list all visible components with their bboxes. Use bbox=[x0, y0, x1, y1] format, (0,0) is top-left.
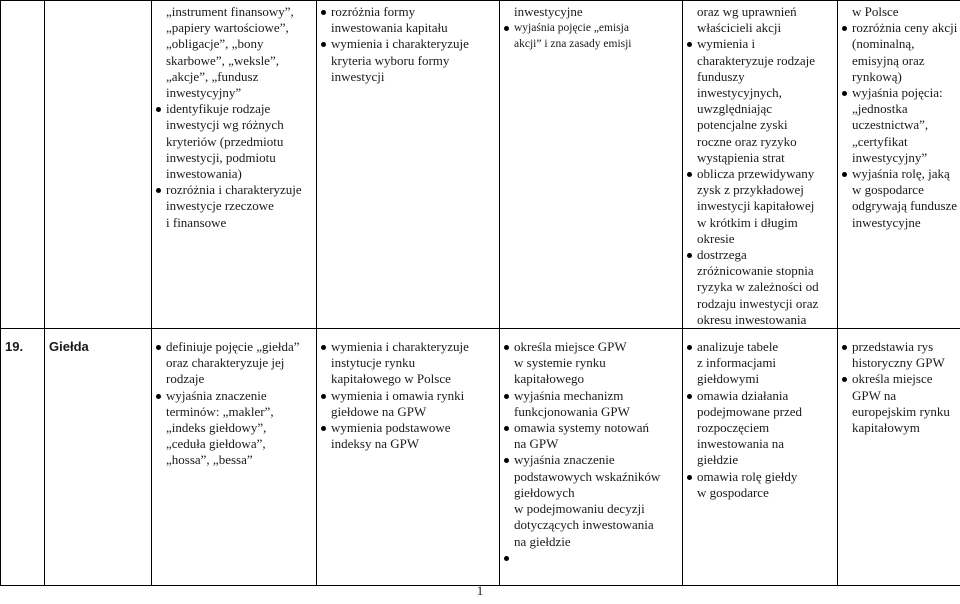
requirement-line: identyfikuje rodzaje bbox=[156, 101, 312, 117]
requirements-cell bbox=[838, 329, 960, 586]
requirement-line: skarbowe”, „weksle”, bbox=[166, 52, 279, 68]
requirement-line: wyjaśnia znaczenie bbox=[504, 452, 678, 468]
requirement-line: wystąpienia strat bbox=[697, 149, 785, 165]
requirements-cell bbox=[152, 1, 317, 329]
requirement-line: „akcje”, „fundusz bbox=[166, 68, 259, 84]
requirement-line: inwestowania na bbox=[697, 436, 785, 452]
requirement-line: odgrywają fundusze bbox=[852, 198, 958, 214]
requirement-line: wyjaśnia pojęcie „emisja bbox=[504, 20, 678, 36]
requirements-cell bbox=[317, 1, 500, 329]
requirement-line: oraz wg uprawnień bbox=[697, 4, 797, 19]
requirement-line: inwestycyjnych, bbox=[697, 85, 782, 101]
requirement-line: oraz charakteryzuje jej bbox=[166, 355, 285, 371]
requirement-line: omawia systemy notowań bbox=[504, 420, 678, 436]
requirement-line: wyjaśnia znaczenie bbox=[156, 388, 312, 404]
requirement-line: w podejmowaniu decyzji bbox=[514, 501, 645, 517]
requirements-cell bbox=[152, 329, 317, 586]
requirement-line: inwestycji, podmiotu bbox=[166, 149, 276, 165]
topic-cell bbox=[45, 1, 152, 329]
requirement-line: potencjalne zyski bbox=[697, 117, 788, 133]
requirement-line: okresie bbox=[697, 230, 735, 246]
row-number: 19. bbox=[5, 339, 24, 355]
requirement-line: funkcjonowania GPW bbox=[514, 403, 630, 419]
requirement-line: inwestycji wg różnych bbox=[166, 117, 284, 133]
requirement-line: kapitałowym bbox=[852, 420, 920, 436]
requirement-line: rynkową) bbox=[852, 68, 902, 84]
requirement-line: na giełdzie bbox=[514, 533, 571, 549]
requirement-list bbox=[842, 4, 960, 231]
requirement-line: „obligacje”, „bony bbox=[166, 36, 264, 52]
requirement-line: ryzyka w zależności od bbox=[697, 279, 819, 295]
requirements-cell bbox=[500, 329, 683, 586]
requirement-line: w Polsce bbox=[852, 4, 899, 19]
requirement-line: „papiery wartościowe”, bbox=[166, 20, 289, 36]
requirement-line: oblicza przewidywany bbox=[687, 166, 833, 182]
requirement-line: inwestowania) bbox=[166, 166, 242, 182]
requirement-line: w gospodarce bbox=[852, 182, 924, 198]
requirement-line: rozróżnia formy bbox=[321, 4, 495, 20]
requirement-line: w systemie rynku bbox=[514, 355, 606, 371]
requirement-line: inwestycyjne bbox=[514, 4, 583, 19]
requirement-list bbox=[842, 339, 960, 436]
requirement-line: wymienia i charakteryzuje bbox=[321, 36, 495, 52]
requirement-line: rozróżnia i charakteryzuje bbox=[156, 182, 312, 198]
requirement-line: wymienia podstawowe bbox=[321, 420, 495, 436]
requirement-line: GPW na bbox=[852, 387, 897, 403]
requirement-line: rodzaje bbox=[166, 371, 205, 387]
requirement-line: wymienia i bbox=[687, 36, 833, 52]
requirement-line: wyjaśnia mechanizm bbox=[504, 388, 678, 404]
row-number-cell bbox=[1, 329, 45, 586]
requirement-line: giełdowych bbox=[514, 484, 575, 500]
requirements-cell bbox=[317, 329, 500, 586]
requirement-list bbox=[504, 339, 678, 566]
requirement-line: przedstawia rys bbox=[842, 339, 960, 355]
requirement-list bbox=[321, 4, 495, 85]
requirement-line: emisyjną oraz bbox=[852, 52, 925, 68]
requirement-line: giełdowe na GPW bbox=[331, 403, 427, 419]
page-number: 1 bbox=[476, 583, 484, 598]
requirement-line: „indeks giełdowy”, bbox=[166, 420, 267, 436]
requirement-line: inwestowania kapitału bbox=[331, 20, 448, 36]
requirement-line: giełdowymi bbox=[697, 371, 760, 387]
requirement-line: giełdzie bbox=[697, 452, 739, 468]
requirement-line: inwestycji bbox=[331, 68, 385, 84]
requirement-line: omawia rolę giełdy bbox=[687, 469, 833, 485]
requirement-line: na GPW bbox=[514, 436, 559, 452]
requirement-line: w gospodarce bbox=[697, 484, 769, 500]
row-number-cell bbox=[1, 1, 45, 329]
table-row bbox=[1, 329, 960, 586]
requirement-line: rodzaju inwestycji oraz bbox=[697, 295, 819, 311]
requirements-cell bbox=[683, 1, 838, 329]
requirement-line: „certyfikat bbox=[852, 133, 908, 149]
requirement-line: „ceduła giełdowa”, bbox=[166, 436, 266, 452]
requirement-line: terminów: „makler”, bbox=[166, 403, 274, 419]
requirement-list bbox=[687, 4, 833, 328]
topic-label: Giełda bbox=[49, 339, 89, 355]
requirement-line: roczne oraz ryzyko bbox=[697, 133, 797, 149]
requirement-line: wymienia i charakteryzuje bbox=[321, 339, 495, 355]
requirement-line: inwestycyjny” bbox=[852, 149, 928, 165]
requirement-line: omawia działania bbox=[687, 388, 833, 404]
requirement-list bbox=[156, 339, 312, 469]
requirement-line: zysk z przykładowej bbox=[697, 182, 804, 198]
requirement-line: i finansowe bbox=[166, 214, 227, 230]
requirement-list bbox=[321, 339, 495, 452]
requirement-line: właścicieli akcji bbox=[697, 20, 782, 36]
requirement-line: kryteriów (przedmiotu bbox=[166, 133, 284, 149]
requirement-line: kapitałowego w Polsce bbox=[331, 371, 451, 387]
requirement-line: historyczny GPW bbox=[852, 355, 945, 371]
requirement-line: w krótkim i długim bbox=[697, 214, 798, 230]
requirement-list bbox=[156, 4, 312, 231]
requirement-line: analizuje tabele bbox=[687, 339, 833, 355]
requirement-line: inwestycji kapitałowej bbox=[697, 198, 815, 214]
requirement-line: kapitałowego bbox=[514, 371, 585, 387]
requirement-line: definiuje pojęcie „giełda” bbox=[156, 339, 312, 355]
requirement-line: „jednostka bbox=[852, 101, 908, 117]
requirement-line: określa miejsce GPW bbox=[504, 339, 678, 355]
requirement-line: określa miejsce bbox=[842, 371, 960, 387]
requirement-line: „hossa”, „bessa” bbox=[166, 452, 253, 468]
requirement-line: charakteryzuje rodzaje bbox=[697, 52, 816, 68]
requirement-line: indeksy na GPW bbox=[331, 436, 420, 452]
topic-cell bbox=[45, 329, 152, 586]
requirement-line: podstawowych wskaźników bbox=[514, 468, 661, 484]
requirement-line: inwestycyjne bbox=[852, 214, 921, 230]
requirement-line: kryteria wyboru formy bbox=[331, 52, 450, 68]
requirement-line: uczestnictwa”, bbox=[852, 117, 929, 133]
requirement-line: dotyczących inwestowania bbox=[514, 517, 654, 533]
requirement-line: zróżnicowanie stopnia bbox=[697, 263, 814, 279]
requirement-line: „instrument finansowy”, bbox=[166, 4, 294, 19]
requirement-line: wyjaśnia pojęcia: bbox=[842, 85, 960, 101]
requirement-line bbox=[504, 550, 678, 566]
requirement-line: okresu inwestowania bbox=[697, 311, 807, 327]
requirement-line: dostrzega bbox=[687, 247, 833, 263]
requirement-list bbox=[504, 4, 678, 53]
requirement-line: podejmowane przed bbox=[697, 403, 803, 419]
requirement-line: wyjaśnia rolę, jaką bbox=[842, 166, 960, 182]
requirement-line: inwestycje rzeczowe bbox=[166, 198, 274, 214]
requirement-line: europejskim rynku bbox=[852, 403, 950, 419]
requirement-line: wymienia i omawia rynki bbox=[321, 388, 495, 404]
requirement-line: inwestycyjny” bbox=[166, 85, 242, 101]
requirement-line: akcji” i zna zasady emisji bbox=[514, 38, 632, 51]
requirements-cell bbox=[683, 329, 838, 586]
requirement-line: (nominalną, bbox=[852, 36, 915, 52]
requirement-line: funduszy bbox=[697, 68, 745, 84]
requirement-line: instytucje rynku bbox=[331, 355, 416, 371]
table-row bbox=[1, 1, 960, 329]
requirement-line: z informacjami bbox=[697, 355, 777, 371]
requirement-line: uwzględniając bbox=[697, 101, 773, 117]
requirements-cell bbox=[838, 1, 960, 329]
requirement-list bbox=[687, 339, 833, 501]
requirements-cell bbox=[500, 1, 683, 329]
requirement-line: rozróżnia ceny akcji bbox=[842, 20, 960, 36]
requirement-line: rozpoczęciem bbox=[697, 420, 770, 436]
